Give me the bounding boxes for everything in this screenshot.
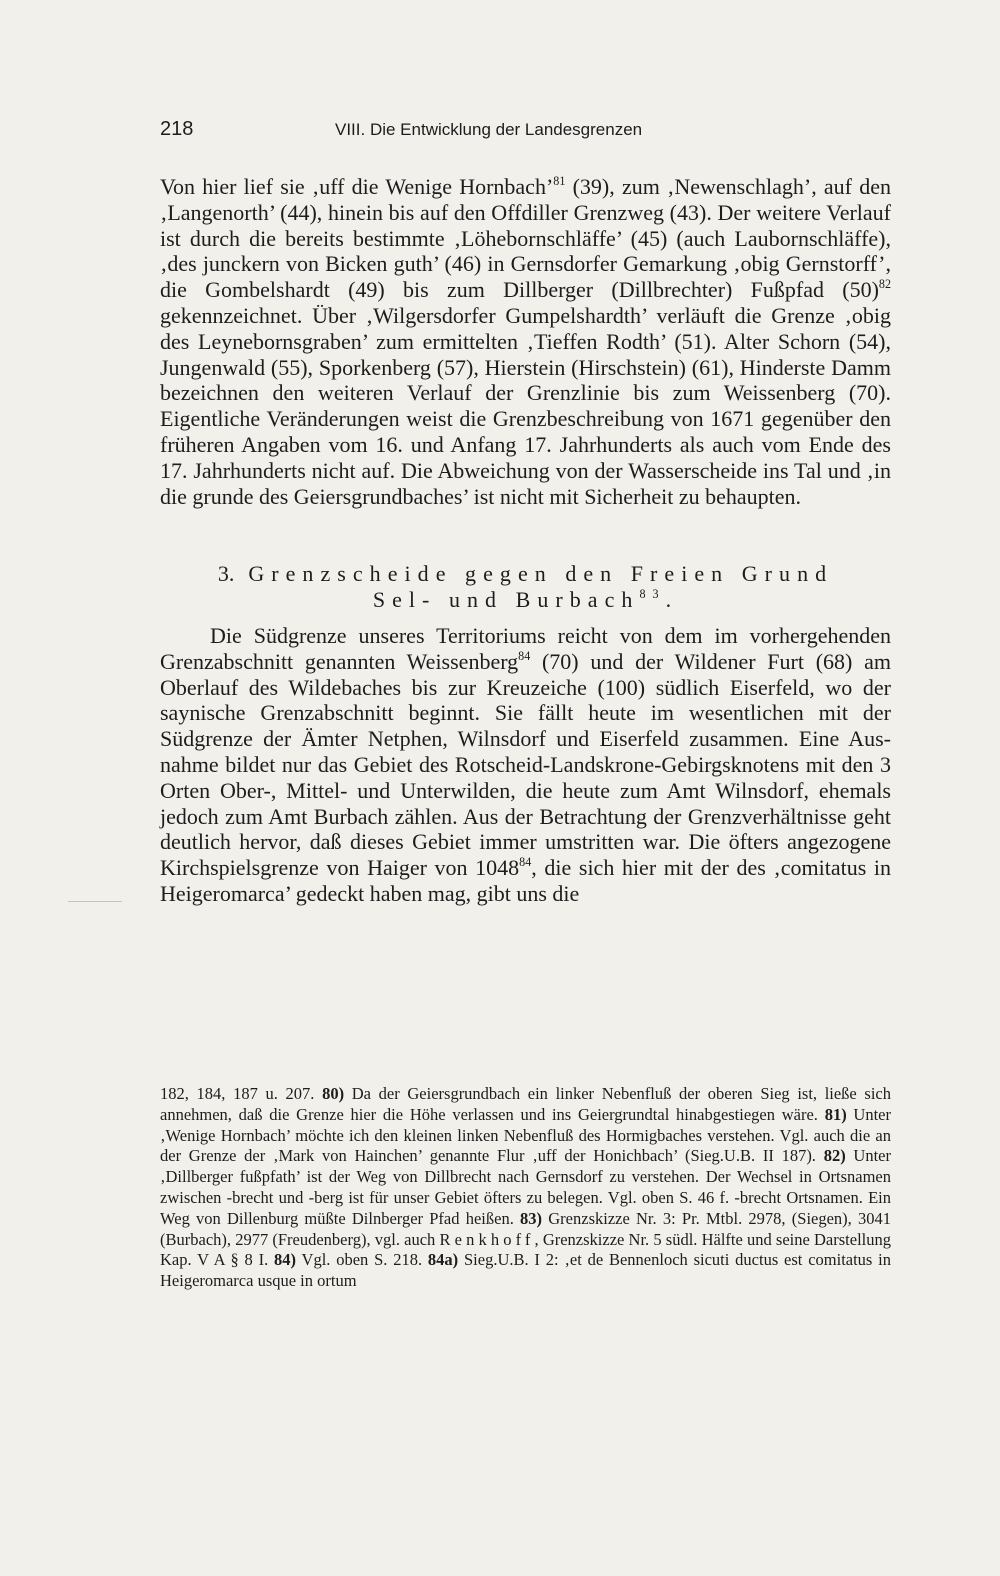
paragraph-2 [160, 623, 891, 907]
paragraph-1-text-b: (39), zum ‚Newenschlagh’, auf den ‚Langenorth’ (44), hinein bis auf den Offdiller Grenzweg (43). Der weitere Verlauf ist durch die bereits bestimmte ‚Löhebornschläffe’ (45) (auch Laubornschläffe), ‚des junckern von Bicken guth’ (46) in Gernsdorfer Gemarkung ‚obig Gernstorff’, die Gombelshardt (49) bis zum Dillberger (Dillbrechter) Fußpfad (50) [160, 174, 891, 303]
section-title-2: Sel- und Burbach [372, 587, 640, 613]
footnote-ref-84-b: 84 [519, 855, 532, 870]
paragraph-2-text-a: Die Südgrenze unseres Territoriums reicht von dem im vorhergehenden Grenzabschnitt genannten Weissenberg [160, 622, 891, 674]
footnotes [160, 1084, 891, 1292]
section-heading [160, 561, 891, 613]
footnote-80-text: Da der Geiersgrundbach ein linker Nebenfluß der oberen Sieg ist, ließe sich annehmen, daß die Grenze hier die Höhe verlassen und ins Geiergrundtal hinabgestiegen wäre. [160, 1084, 892, 1124]
footnote-ref-82: 82 [878, 277, 891, 292]
footnote-83-marker: 83) [520, 1208, 543, 1228]
margin-mark [68, 901, 122, 902]
footnote-ref-81: 81 [553, 173, 566, 188]
paragraph-2-text-c: , die sich hier mit der des ‚comitatus in Heigeromarca’ gedeckt haben mag, gibt uns die [160, 855, 891, 906]
paragraph-1 [160, 174, 891, 509]
footnote-80-marker: 80) [322, 1084, 345, 1103]
section-heading-line-1 [160, 561, 891, 587]
footnote-84-text: Vgl. oben S. 218. [296, 1250, 428, 1270]
footnote-81-text: Unter ‚Wenige Hornbach’ möchte ich den kleinen linken Nebenfluß des Hormigbaches verstehen. Vgl. auch die an der Grenze der ‚Mark von Hainchen’ genannte Flur ‚uff der Honichbach’ (Sieg.U.B. II 187). [160, 1104, 892, 1166]
footnote-83-text-b: , Grenzskizze Nr. 5 südl. Hälfte und seine Darstellung Kap. V A § 8 I. [160, 1229, 891, 1270]
footnote-84a-marker: 84a) [427, 1250, 459, 1270]
footnote-84-marker: 84) [274, 1250, 297, 1270]
footnote-83-author: Renkhoff [439, 1229, 535, 1249]
section-heading-line-2 [160, 587, 891, 613]
footnote-83-text-a: Grenzskizze Nr. 3: Pr. Mtbl. 2978, (Siegen), 3041 (Burbach), 2977 (Freudenberg), vgl. auch [160, 1208, 892, 1249]
footnote-ref-84: 84 [518, 648, 531, 663]
running-head: VIII. Die Entwicklung der Landesgrenzen [335, 120, 643, 139]
page-number: 218 [160, 118, 194, 140]
footnote-ref-83: 83 [639, 587, 666, 602]
footnote-continuation: 182, 184, 187 u. 207. [160, 1084, 323, 1103]
footnote-82-text: Unter ‚Dillberger fußpfath’ ist der Weg von Dillbrecht nach Gernsdorf zu verstehen. Der Wechsel in Ortsnamen zwischen -brecht und -berg ist für unser Gebiet öfters zu belegen. Vgl. oben S. 46 f. -brecht Ortsnamen. Ein Weg von Dillenburg müßte Dilnberger Pfad heißen. [160, 1146, 891, 1228]
page-header [160, 118, 891, 148]
paragraph-1-text-a: Von hier lief sie ‚uff die Wenige Hornbach’ [160, 174, 554, 199]
paragraph-1-text-c: gekennzeichnet. Über ‚Wilgersdorfer Gumpelshardth’ verläuft die Grenze ‚obig des Leynebornsgraben’ zum ermittelten ‚Tieffen Rodth’ (51). Alter Schorn (54), Jungenwald (55), Sporkenberg (57), Hierstein (Hirschstein) (61), Hinderste Damm bezeichnen den weiteren Verlauf der Grenzlinie bis zum Weissenberg (70). Eigentliche Veränderungen weist die Grenzbeschreibung von 1671 gegenüber den früheren Angaben vom 16. und Anfang 17. Jahrhunderts als auch vom Ende des 17. Jahrhunderts nicht auf. Die Abweichung von der Wasserscheide ins Tal und ‚in die grunde des Geiersgrundbaches’ ist nicht mit Sicherheit zu behaupten. [160, 302, 891, 509]
paragraph-2-text-b: (70) und der Wildener Furt (68) am Oberlauf des Wildebaches bis zur Kreuzeiche (100) südlich Eiserfeld, wo der saynische Grenzabschnitt beginnt. Sie fällt heute im wesentlichen mit der Südgrenze der Ämter Netphen, Wilnsdorf und Eiserfeld zusammen. Eine Ausnahme bildet nur das Gebiet des Rotscheid-Landskrone-Gebirgsknotens mit den 3 Orten Ober-, Mittel- und Unterwilden, die heute zum Amt Wilnsdorf, ehemals jedoch zum Amt Burbach zählen. Aus der Betrachtung der Grenzverhältnisse geht deutlich hervor, daß dieses Gebiet immer umstritten war. Die öfters angezogene Kirchspielsgrenze von Haiger von 1048 [160, 648, 891, 881]
page-body [160, 118, 891, 907]
footnote-81-marker: 81) [824, 1104, 847, 1124]
section-title-end: . [665, 587, 679, 613]
footnote-82-marker: 82) [823, 1146, 846, 1166]
section-number: 3. [217, 561, 235, 587]
section-title-1: Grenzscheide gegen den Freien Grund [248, 561, 834, 587]
footnote-84a-text: Sieg.U.B. I 2: ‚et de Bennenloch sicuti ductus est comitatus in Heigeromarca usque in ortum [160, 1250, 891, 1291]
